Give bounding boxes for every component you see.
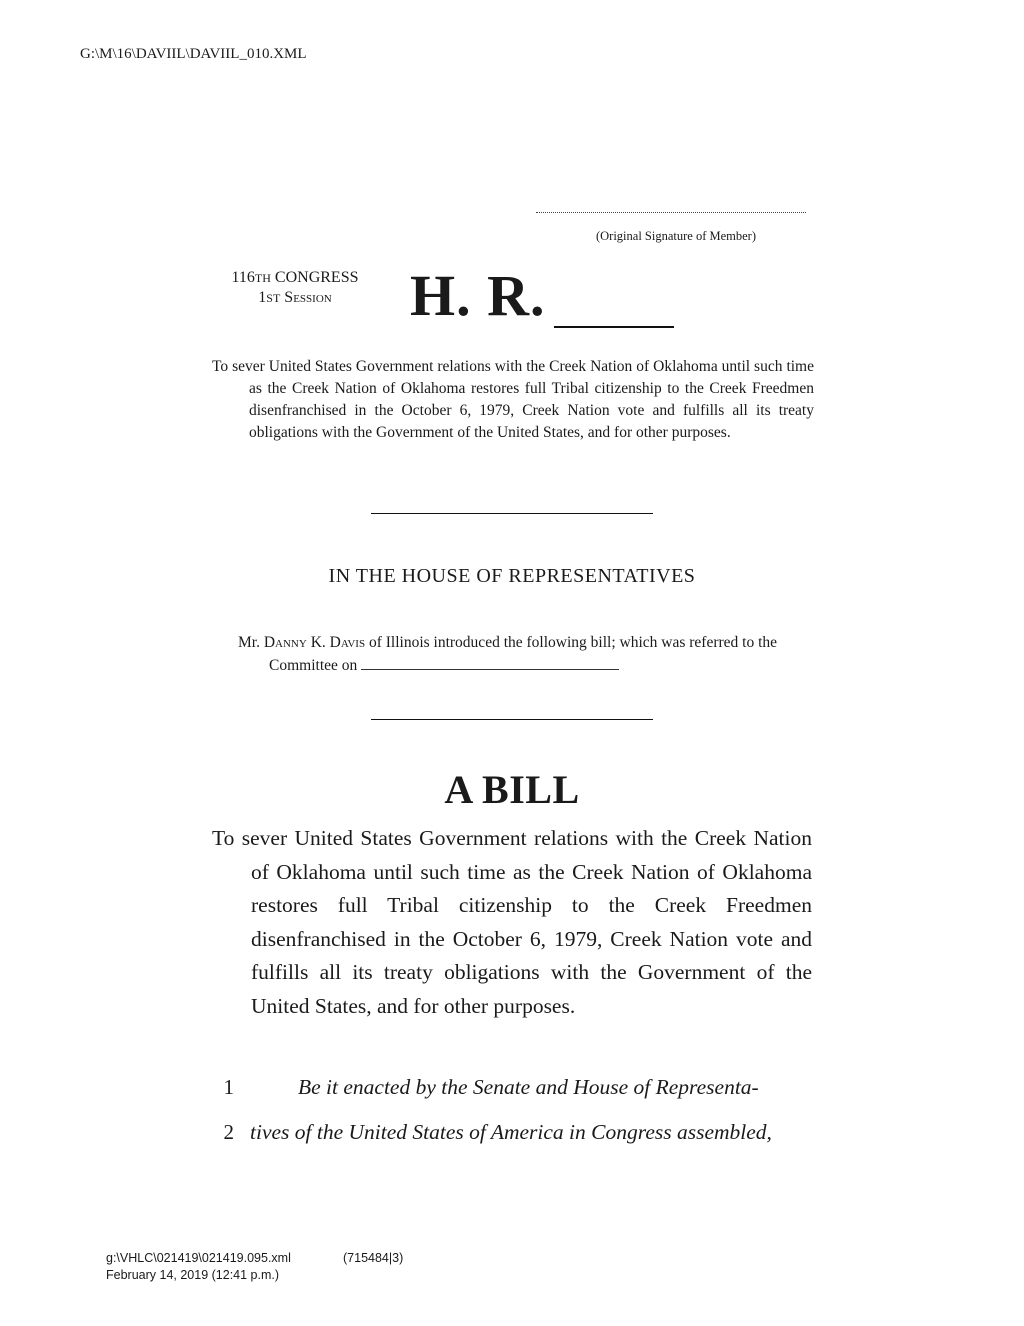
signature-caption: (Original Signature of Member) <box>595 229 757 243</box>
line-number: 1 <box>223 1075 234 1099</box>
sponsor-name: Danny K. Davis <box>263 634 366 651</box>
long-title: To sever United States Government relations with the Creek Nation of Oklahoma until such time as the Creek Nation of Oklahoma restores full Tribal citizenship to the Creek Freedmen disenfranchised in the October 6, 1979, Creek Nation vote and fulfills all its treaty obligations with the Government of the United States, and for other purposes. <box>212 826 812 1018</box>
enacting-clause-line: Be it enacted by the Senate and House of Representa- <box>298 1075 759 1099</box>
committee-blank <box>361 655 619 670</box>
session-word: Session <box>284 289 332 306</box>
footer-id: (715484|3) <box>343 1251 404 1265</box>
introduction-paragraph <box>238 631 794 677</box>
congress-suffix: TH <box>254 271 271 285</box>
line-number: 2 <box>223 1120 234 1144</box>
bill-designation: H. R. <box>410 263 546 328</box>
sponsor-prefix: Mr. <box>238 634 260 651</box>
short-title: To sever United States Government relations with the Creek Nation of Oklahoma until such time as the Creek Nation of Oklahoma restores full Tribal citizenship to the Creek Freedmen disenfranchised in the October 6, 1979, Creek Nation vote and fulfills all its treaty obligations with the Government of the United States, and for other purposes. <box>212 358 814 441</box>
congress-word: CONGRESS <box>274 269 359 286</box>
house-heading: IN THE HOUSE OF REPRESENTATIVES <box>328 565 696 587</box>
bill-number-blank <box>554 326 674 328</box>
enacting-clause-line: tives of the United States of America in Congress assembled, <box>250 1120 772 1144</box>
session-suffix: ST <box>266 291 281 305</box>
session-line <box>205 288 385 308</box>
congress-session-block <box>205 268 385 308</box>
footer-path: g:\VHLC\021419\021419.095.xml <box>106 1251 291 1265</box>
divider-rule-bottom <box>371 719 653 720</box>
congress-number: 116 <box>231 269 255 286</box>
divider-rule-top <box>371 513 653 514</box>
footer-date: February 14, 2019 (12:41 p.m.) <box>106 1268 280 1282</box>
session-number: 1 <box>258 289 267 306</box>
introduction-text: of Illinois introduced the following bill; which was referred to the Committee on <box>269 634 778 674</box>
a-bill-heading: A BILL <box>444 767 580 812</box>
signature-line <box>536 204 806 213</box>
congress-line <box>205 268 385 288</box>
file-path-header: G:\M\16\DAVIIL\DAVIIL_010.XML <box>80 46 307 62</box>
